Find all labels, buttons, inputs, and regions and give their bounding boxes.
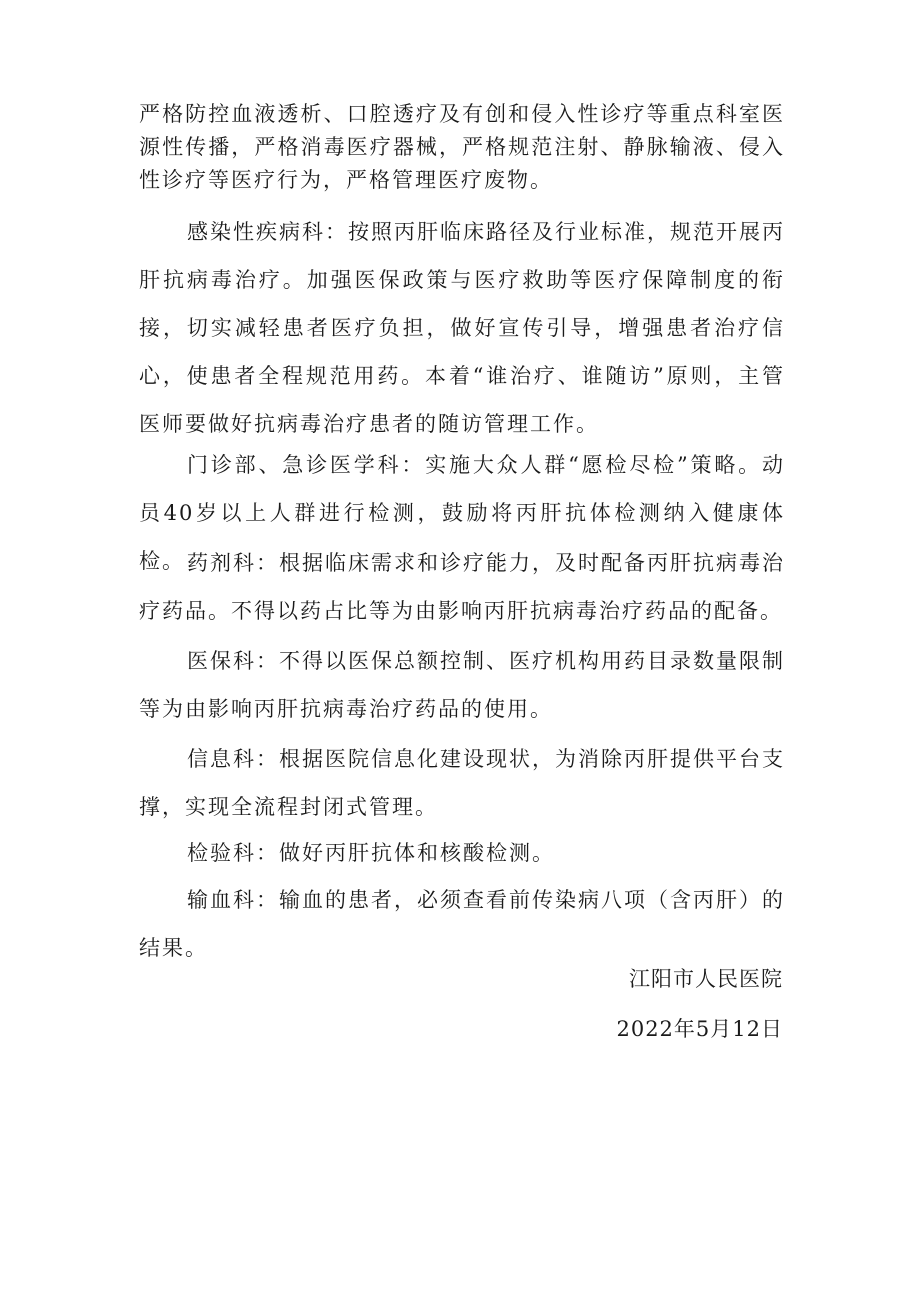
- signature-date: 2022年5月12日: [616, 1017, 783, 1041]
- paragraph-outpatient-emergency-dept: 门诊部、急诊医学科：实施大众人群“愿检尽检”策略。动员40岁以上人群进行检测，鼓励将丙肝抗体检测纳入健康体检。: [139, 453, 785, 573]
- paragraph-information-dept: 信息科：根据医院信息化建设现状，为消除丙肝提供平台支撑，实现全流程封闭式管理。: [139, 747, 785, 819]
- paragraph-infection-control: 严格防控血液透析、口腔透疗及有创和侵入性诊疗等重点科室医源性传播，严格消毒医疗器械，严格规范注射、静脉输液、侵入性诊疗等医疗行为，严格管理医疗废物。: [139, 102, 785, 192]
- signature-organization: 江阳市人民医院: [629, 967, 783, 991]
- paragraph-medical-insurance-dept: 医保科：不得以医保总额控制、医疗机构用药目录数量限制等为由影响丙肝抗病毒治疗药品的使用。: [139, 649, 785, 721]
- paragraph-blood-transfusion-dept: 输血科：输血的患者，必须查看前传染病八项（含丙肝）的结果。: [139, 888, 785, 960]
- paragraph-laboratory-dept: 检验科：做好丙肝抗体和核酸检测。: [187, 841, 555, 865]
- paragraph-infectious-disease-dept: 感染性疾病科：按照丙肝临床路径及行业标准，规范开展丙肝抗病毒治疗。加强医保政策与医疗救助等医疗保障制度的衔接，切实减轻患者医疗负担，做好宣传引导，增强患者治疗信心，使患者全程规范用药。本着“谁治疗、谁随访”原则，主管医师要做好抗病毒治疗患者的随访管理工作。: [139, 220, 785, 436]
- paragraph-pharmacy-dept: 药剂科：根据临床需求和诊疗能力，及时配备丙肝抗病毒治疗药品。不得以药占比等为由影响丙肝抗病毒治疗药品的配备。: [139, 551, 785, 623]
